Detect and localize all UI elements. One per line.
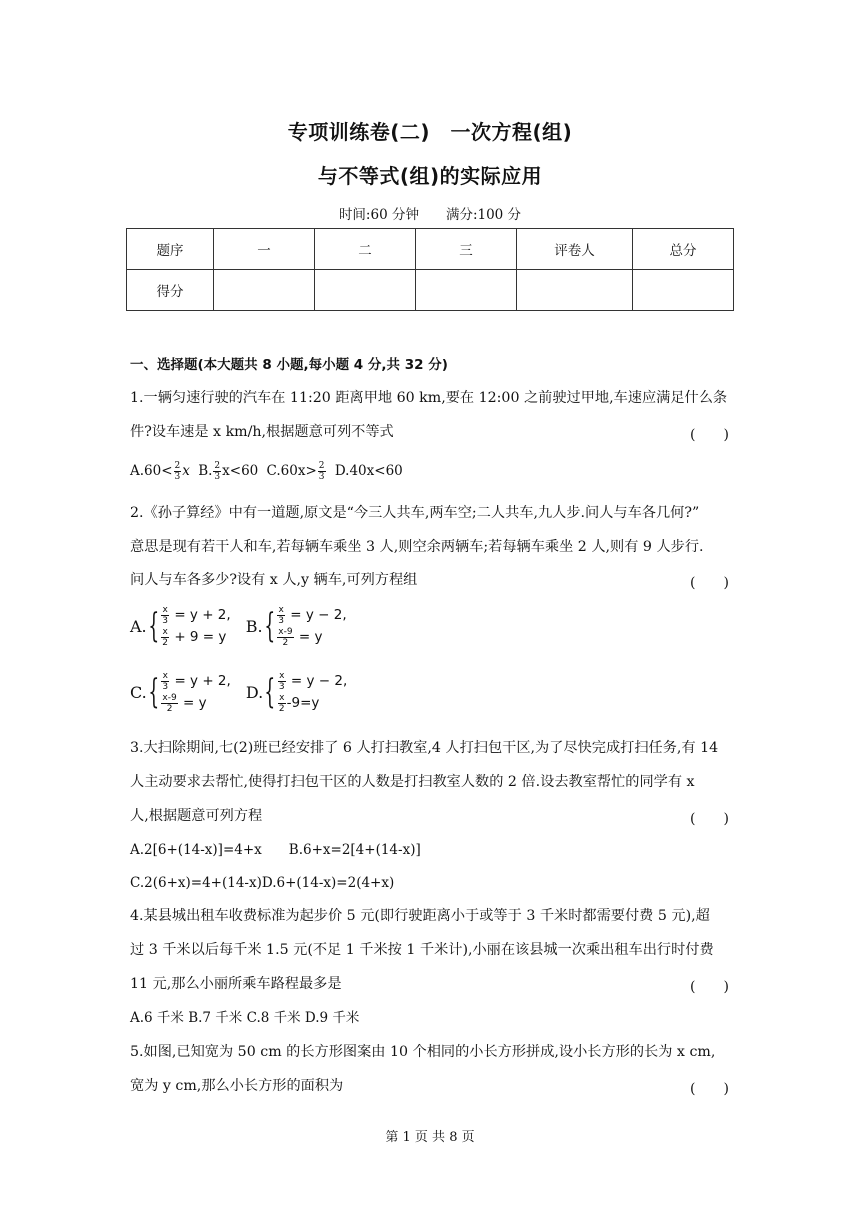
score-cell [416, 270, 517, 311]
table-header-cell: 三 [416, 229, 517, 270]
q2-line2: 意思是现有若干人和车,若每辆车乘坐 3 人,则空余两辆车;若每辆车乘坐 2 人,则有 9 人步行. [130, 539, 704, 555]
score-table-header-row [127, 229, 734, 270]
score-cell [315, 270, 416, 311]
q3-options-cd: C.2(6+x)=4+(14-x)D.6+(14-x)=2(4+x) [130, 875, 395, 891]
page-title-line2: 与不等式(组)的实际应用 [317, 164, 543, 188]
table-header-cell: 二 [315, 229, 416, 270]
q5-line2: 宽为 y cm,那么小长方形的面积为 [130, 1078, 344, 1094]
q5-line1: 5.如图,已知宽为 50 cm 的长方形图案由 10 个相同的小长方形拼成,设小长方形的长为 x cm, [130, 1044, 716, 1060]
q1-line1: 1.一辆匀速行驶的汽车在 11:20 距离甲地 60 km,要在 12:00 之前驶过甲地,车速应满足什么条 [130, 390, 728, 406]
score-table [126, 228, 734, 311]
q2-options-cd [130, 670, 347, 714]
score-table-row [127, 270, 734, 311]
q1-options [130, 461, 730, 482]
table-row-label: 得分 [127, 270, 214, 311]
q4-line2: 过 3 千米以后每千米 1.5 元(不足 1 千米按 1 千米计),小丽在该县城一次乘出租车出行时付费 [130, 942, 714, 958]
score-cell [517, 270, 633, 311]
time-score-info: 时间:60 分钟 满分:100 分 [338, 207, 522, 223]
q4-answer-paren: ( ) [690, 979, 729, 995]
q3-answer-paren: ( ) [690, 811, 729, 827]
q5-answer-paren: ( ) [690, 1081, 729, 1097]
q2-answer-paren: ( ) [690, 575, 729, 591]
q4-line3: 11 元,那么小丽所乘车路程最多是 [130, 976, 342, 992]
q1-option-d: D.40x<60 [334, 463, 403, 479]
q1-option-c: C.60x> $\frac{2}{3}$ [266, 461, 325, 482]
table-header-cell: 总分 [633, 229, 734, 270]
q2-option-d: D. { $\frac{x}{3}$ = y − 2, $\frac{x}{2}$ -9=y [245, 670, 348, 714]
q1-option-b: B. $\frac{2}{3}$ x<60 [198, 461, 259, 482]
q3-options-ab: A.2[6+(14-x)]=4+x B.6+x=2[4+(14-x)] [130, 842, 421, 858]
q2-option-c: C. { $\frac{x}{3}$ = y + 2, $\frac{x-9}{2}$ = y [130, 670, 231, 714]
q3-line1: 3.大扫除期间,七(2)班已经安排了 6 人打扫教室,4 人打扫包干区,为了尽快完成打扫任务,有 14 [130, 740, 719, 756]
q3-line3: 人,根据题意可列方程 [130, 808, 263, 824]
section1-heading: 一、选择题(本大题共 8 小题,每小题 4 分,共 32 分) [130, 357, 448, 373]
score-cell [633, 270, 734, 311]
score-cell [214, 270, 315, 311]
table-header-cell: 一 [214, 229, 315, 270]
fraction: $\frac{2}{3}$ [214, 461, 221, 482]
page-title-line1: 专项训练卷(二) 一次方程(组) [287, 120, 573, 144]
q1-option-a: A.60< $\frac{2}{3}$ x [130, 461, 190, 482]
q2-line1: 2.《孙子算经》中有一道题,原文是“今三人共车,两车空;二人共车,九人步.问人与车各几何?” [130, 505, 700, 521]
q2-options-ab [130, 604, 347, 648]
q1-line2: 件?设车速是 x km/h,根据题意可列不等式 [130, 424, 394, 440]
table-header-cell: 题序 [127, 229, 214, 270]
q4-line1: 4.某县城出租车收费标准为起步价 5 元(即行驶距离小于或等于 3 千米时都需要付费 5 元),超 [130, 908, 710, 924]
fraction: $\frac{2}{3}$ [318, 461, 325, 482]
page-footer: 第 1 页 共 8 页 [385, 1130, 475, 1145]
q2-option-a: A. { $\frac{x}{3}$ = y + 2, $\frac{x}{2}$ + 9 = y [130, 604, 231, 648]
q4-options: A.6 千米 B.7 千米 C.8 千米 D.9 千米 [130, 1010, 360, 1026]
fraction: $\frac{2}{3}$ [174, 461, 181, 482]
q2-line3: 问人与车各多少?设有 x 人,y 辆车,可列方程组 [130, 572, 418, 588]
table-header-cell: 评卷人 [517, 229, 633, 270]
q2-option-b: B. { $\frac{x}{3}$ = y − 2, $\frac{x-9}{2}$ = y [245, 604, 347, 648]
q3-line2: 人主动要求去帮忙,使得打扫包干区的人数是打扫教室人数的 2 倍.设去教室帮忙的同学有 x [130, 774, 695, 790]
q1-answer-paren: ( ) [690, 427, 729, 443]
